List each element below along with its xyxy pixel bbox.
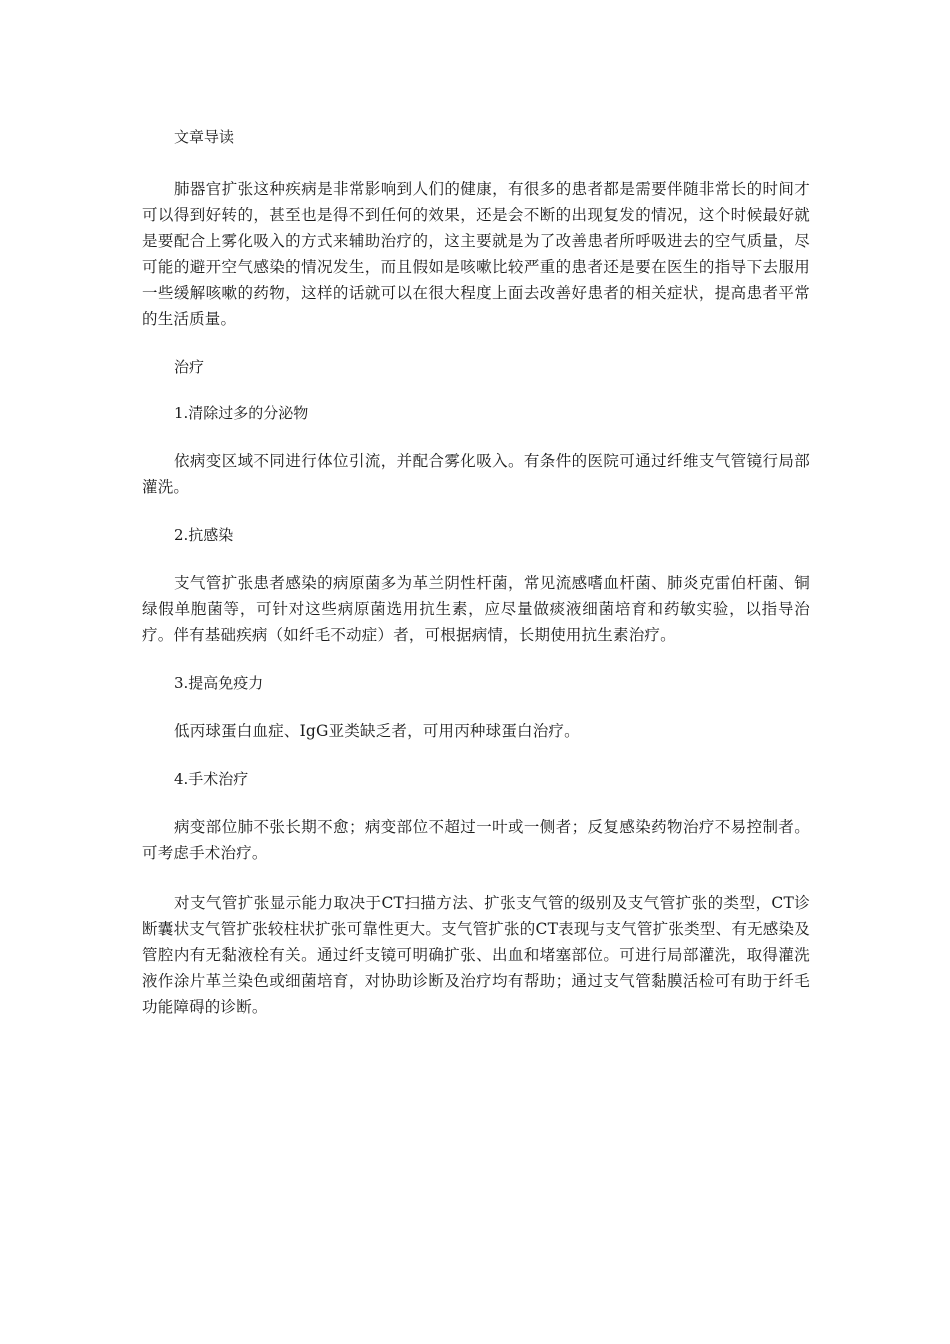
paragraph-anti-infection: 支气管扩张患者感染的病原菌多为革兰阴性杆菌，常见流感嗜血杆菌、肺炎克雷伯杆菌、铜绿假单胞菌等，可针对这些病原菌选用抗生素，应尽量做痰液细菌培育和药敏实验，以指导治疗。伴有基础疾病（如纤毛不动症）者，可根据病情，长期使用抗生素治疗。 bbox=[142, 574, 810, 644]
subheading-immunity: 3.提高免疫力 bbox=[174, 674, 264, 692]
document-body bbox=[142, 126, 810, 1044]
subheading-anti-infection: 2.抗感染 bbox=[174, 526, 234, 544]
subheading-surgery: 4.手术治疗 bbox=[174, 770, 249, 788]
paragraph-ct-diagnosis: 对支气管扩张显示能力取决于CT扫描方法、扩张支气管的级别及支气管扩张的类型，CT诊断囊状支气管扩张较柱状扩张可靠性更大。支气管扩张的CT表现与支气管扩张类型、有无感染及管腔内有无黏液栓有关。通过纤支镜可明确扩张、出血和堵塞部位。可进行局部灌洗，取得灌洗液作涂片革兰染色或细菌培育，对协助诊断及治疗均有帮助；通过支气管黏膜活检可有助于纤毛功能障碍的诊断。 bbox=[142, 894, 810, 1016]
section-heading-intro: 文章导读 bbox=[174, 128, 235, 146]
paragraph-intro: 肺器官扩张这种疾病是非常影响到人们的健康，有很多的患者都是需要伴随非常长的时间才可以得到好转的，甚至也是得不到任何的效果，还是会不断的出现复发的情况，这个时候最好就是要配合上雾化吸入的方式来辅助治疗的，这主要就是为了改善患者所呼吸进去的空气质量，尽可能的避开空气感染的情况发生，而且假如是咳嗽比较严重的患者还是要在医生的指导下去服用一些缓解咳嗽的药物，这样的话就可以在很大程度上面去改善好患者的相关症状，提高患者平常的生活质量。 bbox=[142, 180, 810, 328]
section-heading-treatment: 治疗 bbox=[174, 358, 205, 376]
paragraph-immunity: 低丙球蛋白血症、IgG亚类缺乏者，可用丙种球蛋白治疗。 bbox=[174, 722, 580, 740]
subheading-clear-secretions: 1.清除过多的分泌物 bbox=[174, 404, 309, 422]
paragraph-surgery: 病变部位肺不张长期不愈；病变部位不超过一叶或一侧者；反复感染药物治疗不易控制者。可考虑手术治疗。 bbox=[142, 818, 810, 862]
paragraph-clear-secretions: 依病变区域不同进行体位引流，并配合雾化吸入。有条件的医院可通过纤维支气管镜行局部灌洗。 bbox=[142, 452, 810, 496]
